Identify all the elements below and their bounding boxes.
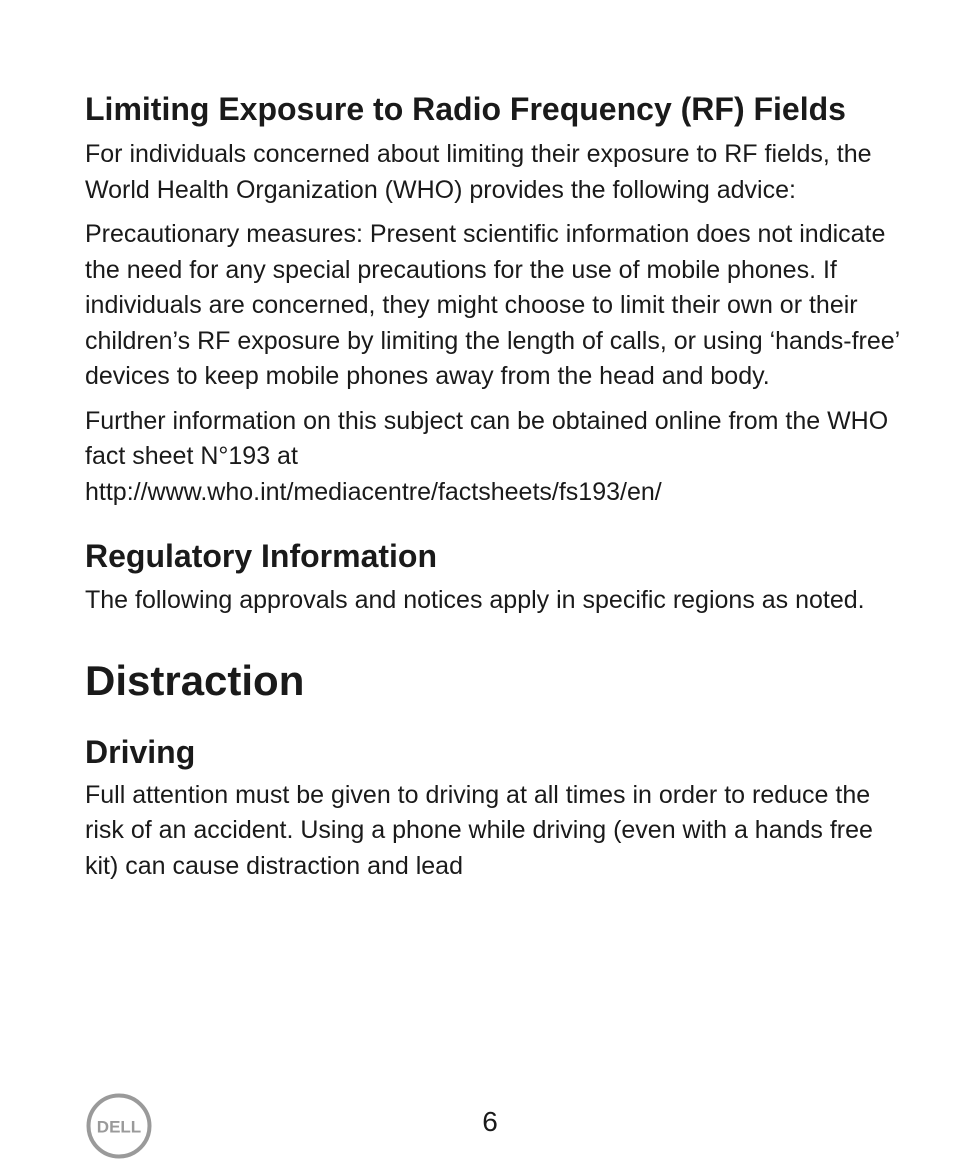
- rf-precaution-paragraph: Precautionary measures: Present scientific information does not indicate the need for any special precautions for the use of mobile phones. If individuals are concerned, they might choose to limit their own or their children’s RF exposure by limiting the length of calls, or using ‘hands-free’ devices to keep mobile phones away from the head and body.: [85, 220, 900, 390]
- rf-further-info-text: Further information on this subject can be obtained online from the WHO fact sheet N°193 at: [85, 406, 889, 470]
- dell-logo: [86, 1093, 152, 1159]
- page-number: 6: [482, 1106, 498, 1137]
- distraction-heading: Distraction: [85, 656, 305, 704]
- dell-logo-icon: [86, 1093, 152, 1159]
- regulatory-heading: Regulatory Information: [85, 538, 438, 574]
- rf-further-info-paragraph: [85, 404, 900, 511]
- document-page: [85, 86, 900, 884]
- rf-exposure-heading: Limiting Exposure to Radio Frequency (RF) Fields: [85, 91, 846, 127]
- driving-heading: Driving: [85, 733, 196, 770]
- dell-logo-text: DELL: [96, 1117, 142, 1137]
- driving-paragraph: Full attention must be given to driving at all times in order to reduce the risk of an accident. Using a phone while driving (even with a hands free kit) can cause distraction and lead: [85, 780, 873, 880]
- regulatory-paragraph: The following approvals and notices apply in specific regions as noted.: [85, 586, 865, 614]
- who-factsheet-url: http://www.who.int/mediacentre/factsheets/fs193/en/: [85, 477, 662, 506]
- rf-intro-paragraph: For individuals concerned about limiting their exposure to RF fields, the World Health Organization (WHO) provides the following advice:: [85, 140, 872, 204]
